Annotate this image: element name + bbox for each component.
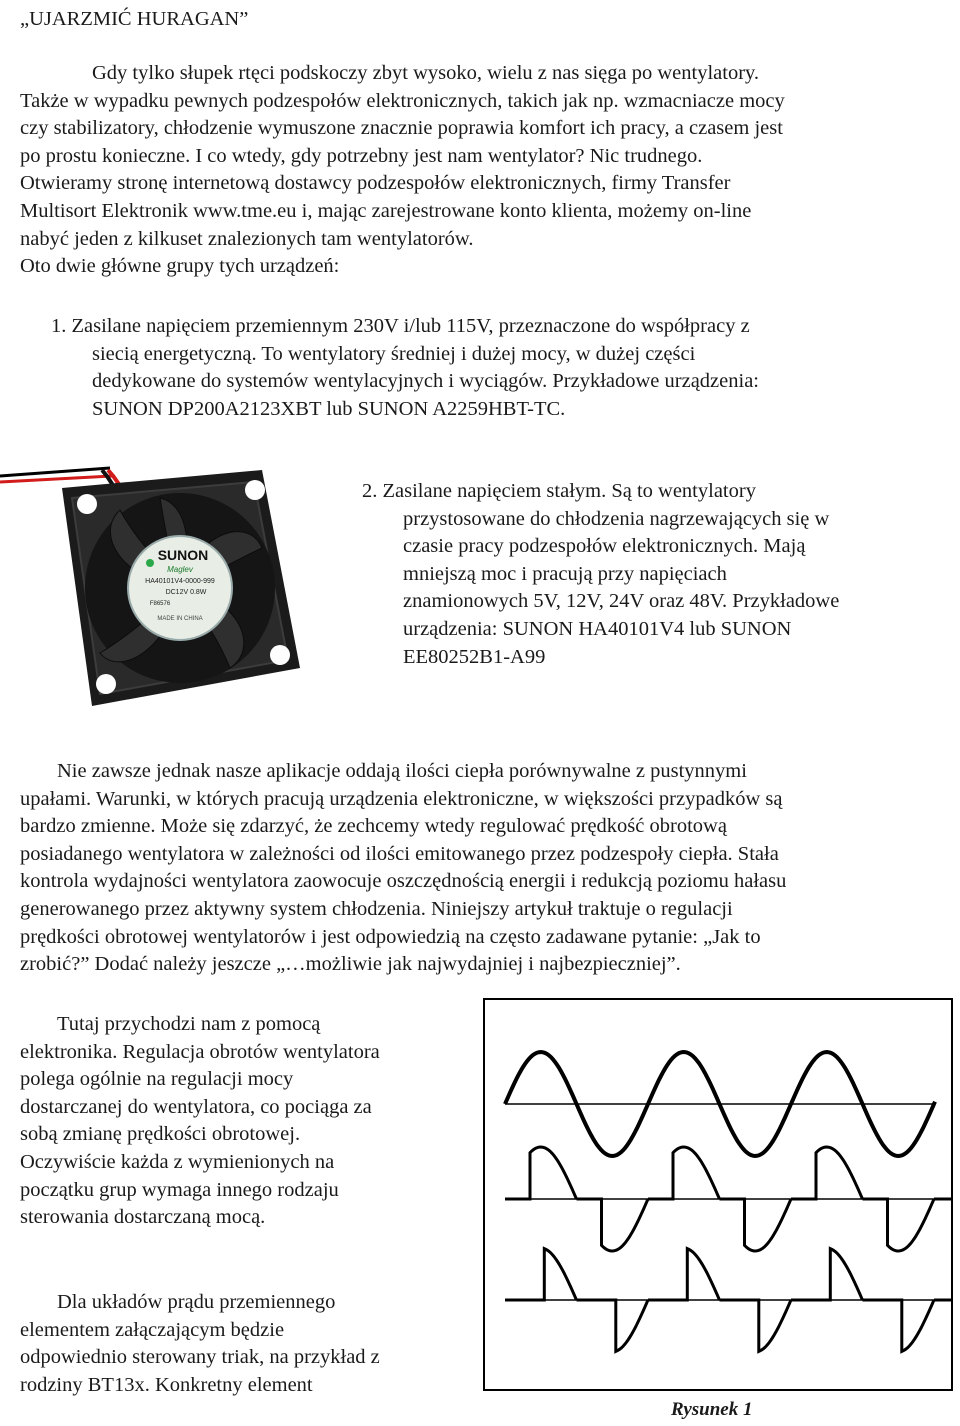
line: zrobić?” Dodać należy jeszcze „…możliwie jak najwydajniej i najbezpieczniej”. [20,953,681,976]
intro-paragraph [20,60,950,281]
line: bardzo zmienne. Może się zdarzyć, że zechcemy wtedy regulować prędkość obrotową [20,815,727,838]
fan-label-line: F86576 [149,601,171,607]
line: rodziny BT13x. Konkretny element [20,1373,313,1396]
line: Tutaj przychodzi nam z pomocą [57,1013,321,1035]
line: posiadanego wentylatora w zależności od ilości emitowanego przez podzespoły ciepła. Stała [20,842,779,865]
line: Otwieramy stronę internetową dostawcy podzespołów elektronicznych, firmy Transfer [20,172,731,195]
line: po prostu konieczne. I co wtedy, gdy potrzebny jest nam wentylator? Nic trudnego. [20,144,703,167]
body-paragraph [20,758,945,979]
line: Oczywiście każda z wymienionych na [20,1150,335,1173]
line: siecią energetyczną. To wentylatory średniej i dużej mocy, w dużej części [92,342,696,365]
line: Dla układów prądu przemiennego [57,1291,336,1313]
line: SUNON DP200A2123XBT lub SUNON A2259HBT-TC. [92,397,566,420]
line: nabyć jeden z kilkuset znalezionych tam wentylatorów. [20,227,474,250]
document-title: „UJARZMIĆ HURAGAN” [20,8,249,30]
line: elementem załączającym będzie [20,1318,285,1341]
line: mniejszą moc i pracują przy napięciach [403,562,727,585]
line: sobą zmianę prędkości obrotowej. [20,1123,301,1146]
line: EE80252B1-A99 [403,645,546,668]
waveform-figure [483,998,953,1391]
line: prędkości obrotowej wentylatorów i jest odpowiedzią na często zadawane pytanie: „Jak to [20,925,761,948]
line: kontrola wydajności wentylatora zaowocuje oszczędnością energii i redukcją poziomu hałasu [20,870,787,893]
line: przystosowane do chłodzenia nagrzewających się w [403,507,830,530]
figure-caption: Rysunek 1 [671,1399,753,1420]
line: generowanego przez aktywny system chłodzenia. Niniejszy artykuł traktuje o regulacji [20,897,733,920]
line: polega ogólnie na regulacji mocy [20,1068,294,1091]
line: czy stabilizatory, chłodzenie wymuszone znacznie poprawia komfort ich pracy, a czasem jest [20,117,783,140]
fan-photo [0,448,320,723]
line: sterowania dostarczaną mocą. [20,1206,266,1229]
body-paragraph [20,1289,452,1399]
line: czasie pracy podzespołów elektronicznych. Mają [403,535,806,558]
line: urządzenia: SUNON HA40101V4 lub SUNON [403,617,792,640]
line: dedykowane do systemów wentylacyjnych i wyciągów. Przykładowe urządzenia: [92,370,759,393]
line: dostarczanej do wentylatora, co pociąga za [20,1095,372,1118]
line: Multisort Elektronik www.tme.eu i, mając zarejestrowane konto klienta, możemy on-line [20,199,752,222]
line: Oto dwie główne grupy tych urządzeń: [20,255,340,278]
line: Nie zawsze jednak nasze aplikacje oddają ilości ciepła porównywalne z pustynnymi [57,760,747,782]
line: 1. Zasilane napięciem przemiennym 230V i/lub 115V, przeznaczone do współpracy z [51,315,750,337]
line: upałami. Warunki, w których pracują urządzenia elektroniczne, w większości przypadków są [20,787,783,810]
fan-label-line: HA40101V4-0000-999 [145,578,215,585]
fan-label-line: DC12V 0.8W [165,589,207,596]
line: odpowiednio sterowany triak, na przykład z [20,1346,380,1369]
fan-label-line: MADE IN CHINA [157,616,203,622]
line: 2. Zasilane napięciem stałym. Są to wentylatory [362,480,756,502]
list-item-1 [20,313,960,423]
line: Także w wypadku pewnych podzespołów elektronicznych, takich jak np. wzmacniacze mocy [20,89,785,112]
fan-brand-label: SUNON [157,547,209,563]
line: elektronika. Regulacja obrotów wentylatora [20,1040,380,1063]
line: początku grup wymaga innego rodzaju [20,1178,339,1201]
body-paragraph [20,1011,452,1232]
fan-label-line: Maglev [167,565,193,574]
line: Gdy tylko słupek rtęci podskoczy zbyt wysoko, wielu z nas sięga po wentylatory. [92,62,760,84]
line: znamionowych 5V, 12V, 24V oraz 48V. Przykładowe [403,590,840,613]
list-item-2 [362,478,960,671]
